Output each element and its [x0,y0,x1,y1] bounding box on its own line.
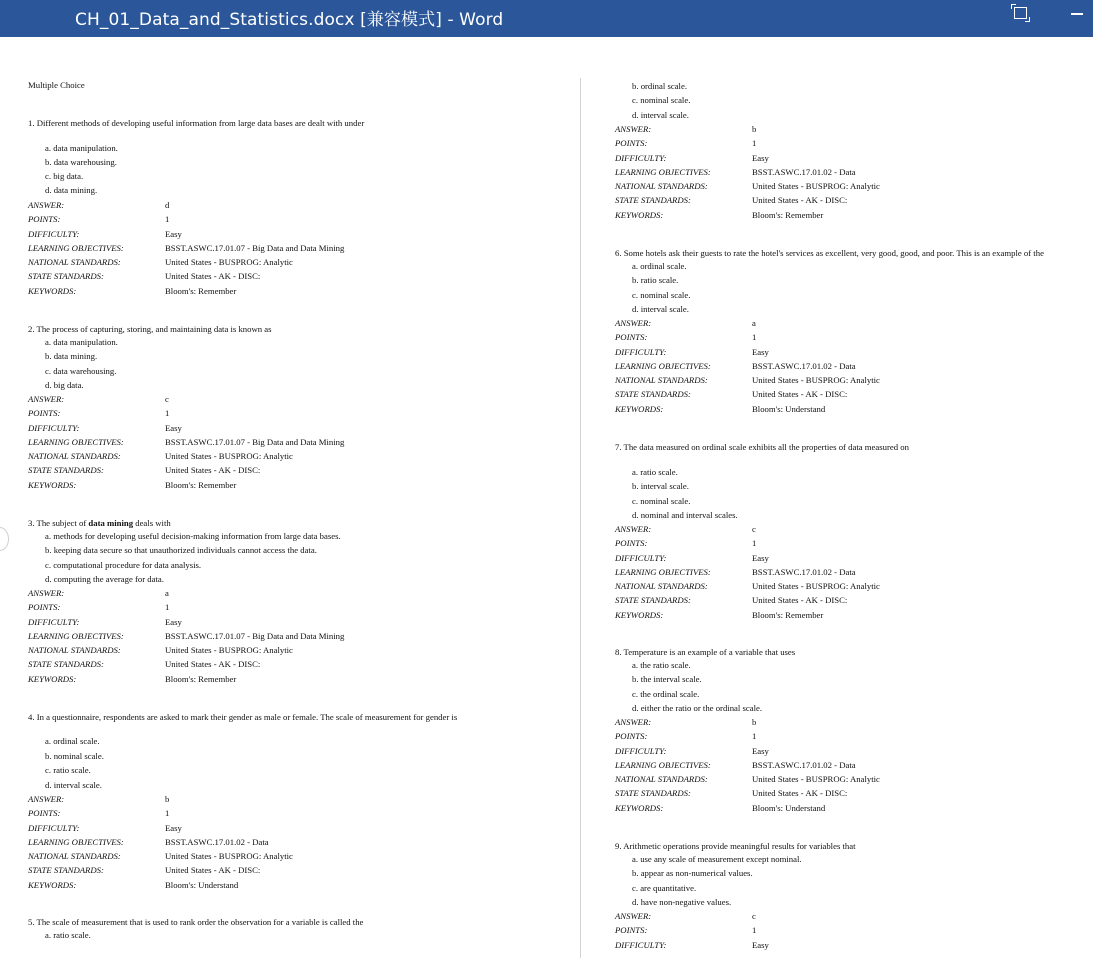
answer-value: c [165,394,169,404]
points-value: 1 [165,602,170,612]
national-standards-label: NATIONAL STANDARDS: [28,451,121,461]
national-standards-label: NATIONAL STANDARDS: [28,645,121,655]
state-standards-label: STATE STANDARDS: [615,195,691,205]
keywords-label: KEYWORDS: [615,210,664,220]
question-9-option-a: a. use any scale of measurement except nominal. [632,854,802,864]
difficulty-label: DIFFICULTY: [28,617,80,627]
keywords-value: Bloom's: Remember [752,610,824,620]
points-label: POINTS: [28,214,61,224]
state-standards-value: United States - AK - DISC: [165,865,261,875]
question-5-option-b: b. ordinal scale. [632,81,688,91]
answer-label: ANSWER: [615,717,652,727]
points-label: POINTS: [28,602,61,612]
keywords-label: KEYWORDS: [615,803,664,813]
state-standards-label: STATE STANDARDS: [615,788,691,798]
answer-value: b [165,794,170,804]
question-5-option-d: d. interval scale. [632,110,689,120]
question-1-option-d: d. data mining. [45,185,98,195]
question-2-option-a: a. data manipulation. [45,337,118,347]
answer-value: a [165,588,169,598]
national-standards-value: United States - BUSPROG: Analytic [752,375,880,385]
question-8-option-b: b. the interval scale. [632,674,702,684]
state-standards-value: United States - AK - DISC: [752,788,848,798]
state-standards-value: United States - AK - DISC: [752,389,848,399]
answer-label: ANSWER: [28,200,65,210]
learning-objectives-value: BSST.ASWC.17.01.07 - Big Data and Data Mining [165,243,345,253]
difficulty-value: Easy [165,423,182,433]
question-1-option-b: b. data warehousing. [45,157,117,167]
question-1-option-c: c. big data. [45,171,84,181]
answer-label: ANSWER: [28,794,65,804]
question-8-option-a: a. the ratio scale. [632,660,691,670]
difficulty-label: DIFFICULTY: [28,423,80,433]
learning-objectives-value: BSST.ASWC.17.01.02 - Data [752,167,856,177]
answer-label: ANSWER: [28,394,65,404]
minimize-window-icon[interactable] [1071,13,1083,15]
points-value: 1 [752,925,757,935]
learning-objectives-value: BSST.ASWC.17.01.07 - Big Data and Data Mining [165,631,345,641]
question-6-option-a: a. ordinal scale. [632,261,687,271]
state-standards-value: United States - AK - DISC: [752,195,848,205]
learning-objectives-value: BSST.ASWC.17.01.07 - Big Data and Data Mining [165,437,345,447]
question-4-option-d: d. interval scale. [45,780,102,790]
learning-objectives-label: LEARNING OBJECTIVES: [615,167,711,177]
difficulty-value: Easy [752,940,769,950]
national-standards-label: NATIONAL STANDARDS: [615,581,708,591]
national-standards-value: United States - BUSPROG: Analytic [165,451,293,461]
keywords-label: KEYWORDS: [28,480,77,490]
learning-objectives-value: BSST.ASWC.17.01.02 - Data [752,361,856,371]
keywords-value: Bloom's: Remember [165,480,237,490]
state-standards-label: STATE STANDARDS: [615,389,691,399]
answer-label: ANSWER: [615,911,652,921]
difficulty-label: DIFFICULTY: [615,940,667,950]
state-standards-label: STATE STANDARDS: [28,865,104,875]
points-value: 1 [165,214,170,224]
keywords-value: Bloom's: Remember [165,674,237,684]
difficulty-label: DIFFICULTY: [615,347,667,357]
learning-objectives-label: LEARNING OBJECTIVES: [28,631,124,641]
question-5-stem: 5. The scale of measurement that is used to rank order the observation for a variable is called the [28,917,364,927]
points-label: POINTS: [28,808,61,818]
national-standards-value: United States - BUSPROG: Analytic [165,851,293,861]
learning-objectives-label: LEARNING OBJECTIVES: [28,837,124,847]
question-3-option-a: a. methods for developing useful decision-making information from large data bases. [45,531,341,541]
question-8-stem: 8. Temperature is an example of a variable that uses [615,647,796,657]
learning-objectives-value: BSST.ASWC.17.01.02 - Data [752,760,856,770]
points-label: POINTS: [28,408,61,418]
question-3-stem-bold: data mining [88,518,134,528]
question-1-option-a: a. data manipulation. [45,143,118,153]
question-2-option-d: d. big data. [45,380,84,390]
points-value: 1 [752,538,757,548]
difficulty-label: DIFFICULTY: [615,553,667,563]
difficulty-label: DIFFICULTY: [28,823,80,833]
national-standards-label: NATIONAL STANDARDS: [615,181,708,191]
difficulty-label: DIFFICULTY: [28,229,80,239]
keywords-label: KEYWORDS: [28,286,77,296]
answer-value: d [165,200,170,210]
question-3-option-d: d. computing the average for data. [45,574,164,584]
answer-value: b [752,717,757,727]
question-7-option-d: d. nominal and interval scales. [632,510,738,520]
state-standards-label: STATE STANDARDS: [28,271,104,281]
title-bar [0,0,1093,37]
national-standards-label: NATIONAL STANDARDS: [615,774,708,784]
difficulty-value: Easy [165,617,182,627]
national-standards-label: NATIONAL STANDARDS: [615,375,708,385]
question-3-stem [28,518,171,529]
window-title: CH_01_Data_and_Statistics.docx [兼容模式] - Word [75,10,504,30]
difficulty-value: Easy [752,153,769,163]
learning-objectives-label: LEARNING OBJECTIVES: [615,567,711,577]
keywords-label: KEYWORDS: [28,880,77,890]
question-1-stem: 1. Different methods of developing useful information from large data bases are dealt with under [28,118,365,128]
learning-objectives-label: LEARNING OBJECTIVES: [28,243,124,253]
difficulty-label: DIFFICULTY: [615,746,667,756]
national-standards-label: NATIONAL STANDARDS: [28,851,121,861]
learning-objectives-label: LEARNING OBJECTIVES: [28,437,124,447]
answer-label: ANSWER: [615,124,652,134]
points-label: POINTS: [615,332,648,342]
keywords-value: Bloom's: Understand [752,803,826,813]
keywords-label: KEYWORDS: [615,404,664,414]
question-5-option-a: a. ratio scale. [45,930,91,940]
question-8-option-d: d. either the ratio or the ordinal scale. [632,703,763,713]
difficulty-value: Easy [752,746,769,756]
keywords-value: Bloom's: Understand [752,404,826,414]
points-value: 1 [752,332,757,342]
state-standards-value: United States - AK - DISC: [165,465,261,475]
question-6-option-c: c. nominal scale. [632,290,691,300]
answer-value: c [752,524,756,534]
keywords-value: Bloom's: Understand [165,880,239,890]
state-standards-label: STATE STANDARDS: [28,659,104,669]
points-value: 1 [752,138,757,148]
question-7-option-c: c. nominal scale. [632,496,691,506]
answer-label: ANSWER: [615,318,652,328]
question-3-option-c: c. computational procedure for data analysis. [45,560,202,570]
state-standards-value: United States - AK - DISC: [165,659,261,669]
national-standards-label: NATIONAL STANDARDS: [28,257,121,267]
question-5-option-c: c. nominal scale. [632,95,691,105]
question-9-option-c: c. are quantitative. [632,883,697,893]
difficulty-value: Easy [752,553,769,563]
question-4-option-a: a. ordinal scale. [45,736,100,746]
national-standards-value: United States - BUSPROG: Analytic [752,774,880,784]
learning-objectives-label: LEARNING OBJECTIVES: [615,760,711,770]
keywords-label: KEYWORDS: [28,674,77,684]
question-6-stem: 6. Some hotels ask their guests to rate the hotel's services as excellent, very good, good, and poor. This is an example of the [615,248,1044,258]
points-value: 1 [165,808,170,818]
points-value: 1 [752,731,757,741]
answer-value: b [752,124,757,134]
question-8-option-c: c. the ordinal scale. [632,689,700,699]
question-7-stem: 7. The data measured on ordinal scale exhibits all the properties of data measured on [615,442,909,452]
question-6-option-b: b. ratio scale. [632,275,679,285]
difficulty-label: DIFFICULTY: [615,153,667,163]
question-4-option-c: c. ratio scale. [45,765,91,775]
restore-window-icon[interactable] [1014,7,1027,19]
national-standards-value: United States - BUSPROG: Analytic [165,645,293,655]
document-page-left[interactable] [0,37,580,973]
learning-objectives-label: LEARNING OBJECTIVES: [615,361,711,371]
answer-label: ANSWER: [615,524,652,534]
national-standards-value: United States - BUSPROG: Analytic [752,581,880,591]
learning-objectives-value: BSST.ASWC.17.01.02 - Data [165,837,269,847]
points-label: POINTS: [615,538,648,548]
difficulty-value: Easy [752,347,769,357]
state-standards-value: United States - AK - DISC: [752,595,848,605]
question-4-option-b: b. nominal scale. [45,751,104,761]
question-3-stem-start: 3. The subject of [28,518,89,528]
keywords-value: Bloom's: Remember [752,210,824,220]
question-3-option-b: b. keeping data secure so that unauthorized individuals cannot access the data. [45,545,317,555]
points-label: POINTS: [615,925,648,935]
question-3-stem-end: deals with [133,518,171,528]
document-page-right[interactable] [581,37,1093,973]
answer-value: a [752,318,756,328]
difficulty-value: Easy [165,229,182,239]
page-navigation-handle[interactable] [0,527,9,551]
question-7-option-a: a. ratio scale. [632,467,678,477]
question-2-stem: 2. The process of capturing, storing, and maintaining data is known as [28,324,272,334]
state-standards-value: United States - AK - DISC: [165,271,261,281]
difficulty-value: Easy [165,823,182,833]
question-4-stem: 4. In a questionnaire, respondents are asked to mark their gender as male or female. The scale of measurement for gender is [28,712,458,722]
question-6-option-d: d. interval scale. [632,304,689,314]
points-label: POINTS: [615,731,648,741]
question-9-stem: 9. Arithmetic operations provide meaningful results for variables that [615,841,856,851]
question-2-option-c: c. data warehousing. [45,366,117,376]
points-value: 1 [165,408,170,418]
learning-objectives-value: BSST.ASWC.17.01.02 - Data [752,567,856,577]
keywords-label: KEYWORDS: [615,610,664,620]
national-standards-value: United States - BUSPROG: Analytic [165,257,293,267]
answer-value: c [752,911,756,921]
question-9-option-d: d. have non-negative values. [632,897,732,907]
question-2-option-b: b. data mining. [45,351,98,361]
keywords-value: Bloom's: Remember [165,286,237,296]
question-9-option-b: b. appear as non-numerical values. [632,868,753,878]
question-7-option-b: b. interval scale. [632,481,689,491]
state-standards-label: STATE STANDARDS: [615,595,691,605]
section-heading: Multiple Choice [28,80,85,90]
national-standards-value: United States - BUSPROG: Analytic [752,181,880,191]
points-label: POINTS: [615,138,648,148]
state-standards-label: STATE STANDARDS: [28,465,104,475]
answer-label: ANSWER: [28,588,65,598]
